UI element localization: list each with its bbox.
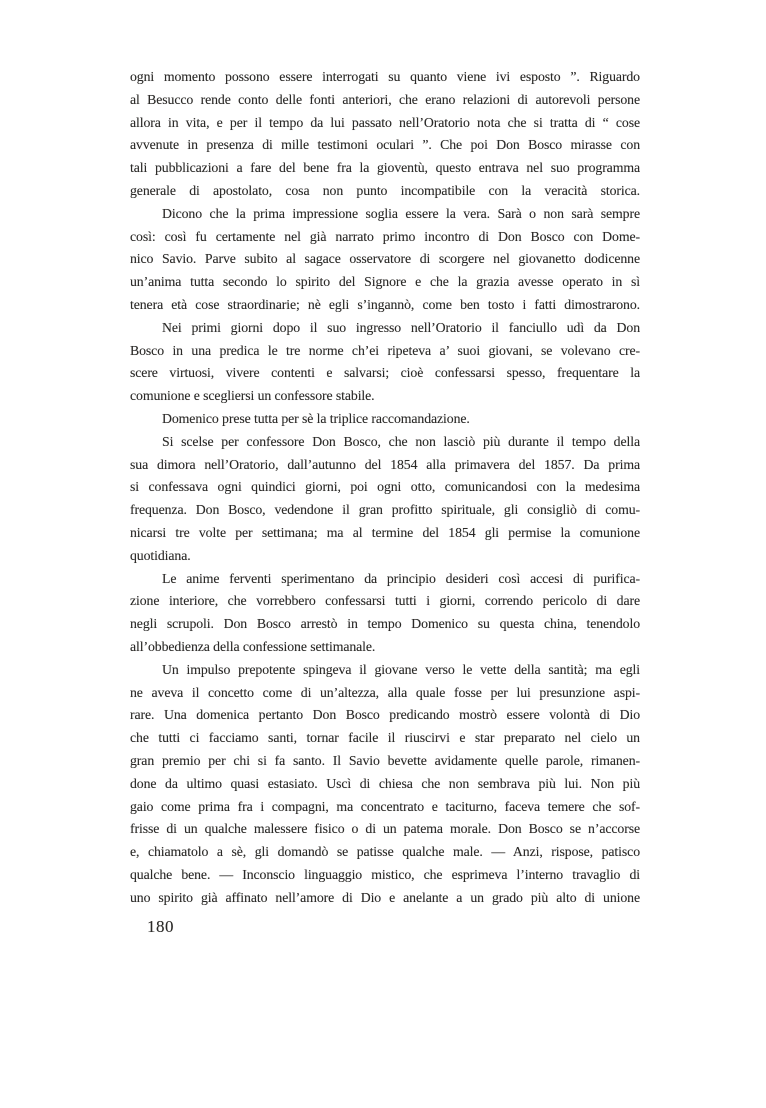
text-line: Bosco in una predica le tre norme ch’ei ripeteva a’ suoi giovani, se volevano cre-: [130, 342, 640, 358]
text-line: così: così fu certamente nel già narrato primo incontro di Don Bosco con Dome-: [130, 228, 640, 244]
text-line: qualche bene. — Inconscio linguaggio mistico, che esprimeva l’interno travaglio di: [130, 866, 640, 882]
text-line: generale di apostolato, cosa non punto incompatibile con la veracità storica.: [130, 182, 640, 198]
text-line: e, chiamatolo a sè, gli domandò se patisse qualche male. — Anzi, rispose, patisco: [130, 844, 640, 860]
text-line: allora in vita, e per il tempo da lui passato nell’Oratorio nota che si tratta di “ cose: [130, 114, 640, 130]
text-line: rare. Una domenica pertanto Don Bosco predicando mostrò essere volontà di Dio: [130, 707, 640, 723]
text-line: uno spirito già affinato nell’amore di Dio e anelante a un grado più alto di unione: [130, 889, 640, 905]
text-line: Nei primi giorni dopo il suo ingresso nell’Oratorio il fanciullo udì da Don: [162, 319, 640, 335]
text-line: ne aveva il concetto come di un’altezza, alla quale fosse per lui presunzione aspi-: [130, 684, 640, 700]
paragraph: [130, 408, 640, 431]
text-line: al Besucco rende conto delle fonti anteriori, che erano relazioni di autorevoli persone: [130, 91, 640, 107]
paragraph: [130, 659, 640, 910]
text-line: un’anima tutta secondo lo spirito del Signore e che la grazia avesse operato in sì: [130, 274, 640, 290]
text-line: zione interiore, che vorrebbero confessarsi tutti i giorni, correndo pericolo di dare: [130, 593, 640, 609]
text-line: negli scrupoli. Don Bosco arrestò in tempo Domenico su questa china, tenendolo: [130, 616, 640, 632]
text-line: Domenico prese tutta per sè la triplice raccomandazione.: [162, 410, 470, 426]
text-line: nico Savio. Parve subito al sagace osservatore di scorgere nel giovanetto dodicenne: [130, 251, 640, 267]
text-line: frequenza. Don Bosco, vedendone il gran profitto spirituale, gli consigliò di comu-: [130, 502, 640, 518]
text-line: scere virtuosi, vivere contenti e salvarsi; cioè confessarsi spesso, frequentare la: [130, 365, 640, 381]
text-line: Dicono che la prima impressione soglia essere la vera. Sarà o non sarà sempre: [162, 205, 640, 221]
text-line: nicarsi tre volte per settimana; ma al termine del 1854 gli permise la comunione: [130, 524, 640, 540]
paragraph: [130, 203, 640, 317]
paragraph: [130, 431, 640, 568]
text-line: si confessava ogni quindici giorni, poi ogni otto, comunicandosi con la medesima: [130, 479, 640, 495]
text-line: Un impulso prepotente spingeva il giovane verso le vette della santità; ma egli: [162, 661, 640, 677]
text-line: done da ultimo quasi estasiato. Uscì di chiesa che non sembrava più lui. Non più: [130, 775, 640, 791]
text-line: gaio come prima fra i compagni, ma concentrato e taciturno, faceva temere che sof-: [130, 798, 640, 814]
text-line: frisse di un qualche malessere fisico o di un patema morale. Don Bosco se n’accorse: [130, 821, 640, 837]
text-line: quotidiana.: [130, 547, 191, 563]
text-line: Si scelse per confessore Don Bosco, che non lasciò più durante il tempo della: [162, 433, 640, 449]
page-text-block: [130, 66, 640, 909]
text-line: che tutti ci facciamo santi, tornar facile il riuscirvi e star preparato nel cielo un: [130, 730, 640, 746]
text-line: all’obbedienza della confessione settimanale.: [130, 638, 376, 654]
paragraph: [130, 568, 640, 659]
page-number: 180: [147, 917, 174, 936]
text-line: ogni momento possono essere interrogati su quanto viene ivi esposto ”. Riguardo: [130, 69, 640, 84]
text-line: tenera età cose straordinarie; nè egli s’ingannò, come ben tosto i fatti dimostrarono.: [130, 296, 640, 312]
text-line: tali pubblicazioni a fare del bene fra la gioventù, questo entrava nel suo programma: [130, 160, 640, 176]
text-line: comunione e scegliersi un confessore stabile.: [130, 388, 375, 404]
text-line: avvenute in presenza di mille testimoni oculari ”. Che poi Don Bosco mirasse con: [130, 137, 640, 153]
paragraph: [130, 66, 640, 203]
text-line: Le anime ferventi sperimentano da principio desideri così accesi di purifica-: [162, 570, 640, 586]
text-line: sua dimora nell’Oratorio, dall’autunno del 1854 alla primavera del 1857. Da prima: [130, 456, 640, 472]
paragraph: [130, 317, 640, 408]
text-line: gran premio per chi si fa santo. Il Savio bevette avidamente quelle parole, rimanen-: [130, 752, 640, 768]
